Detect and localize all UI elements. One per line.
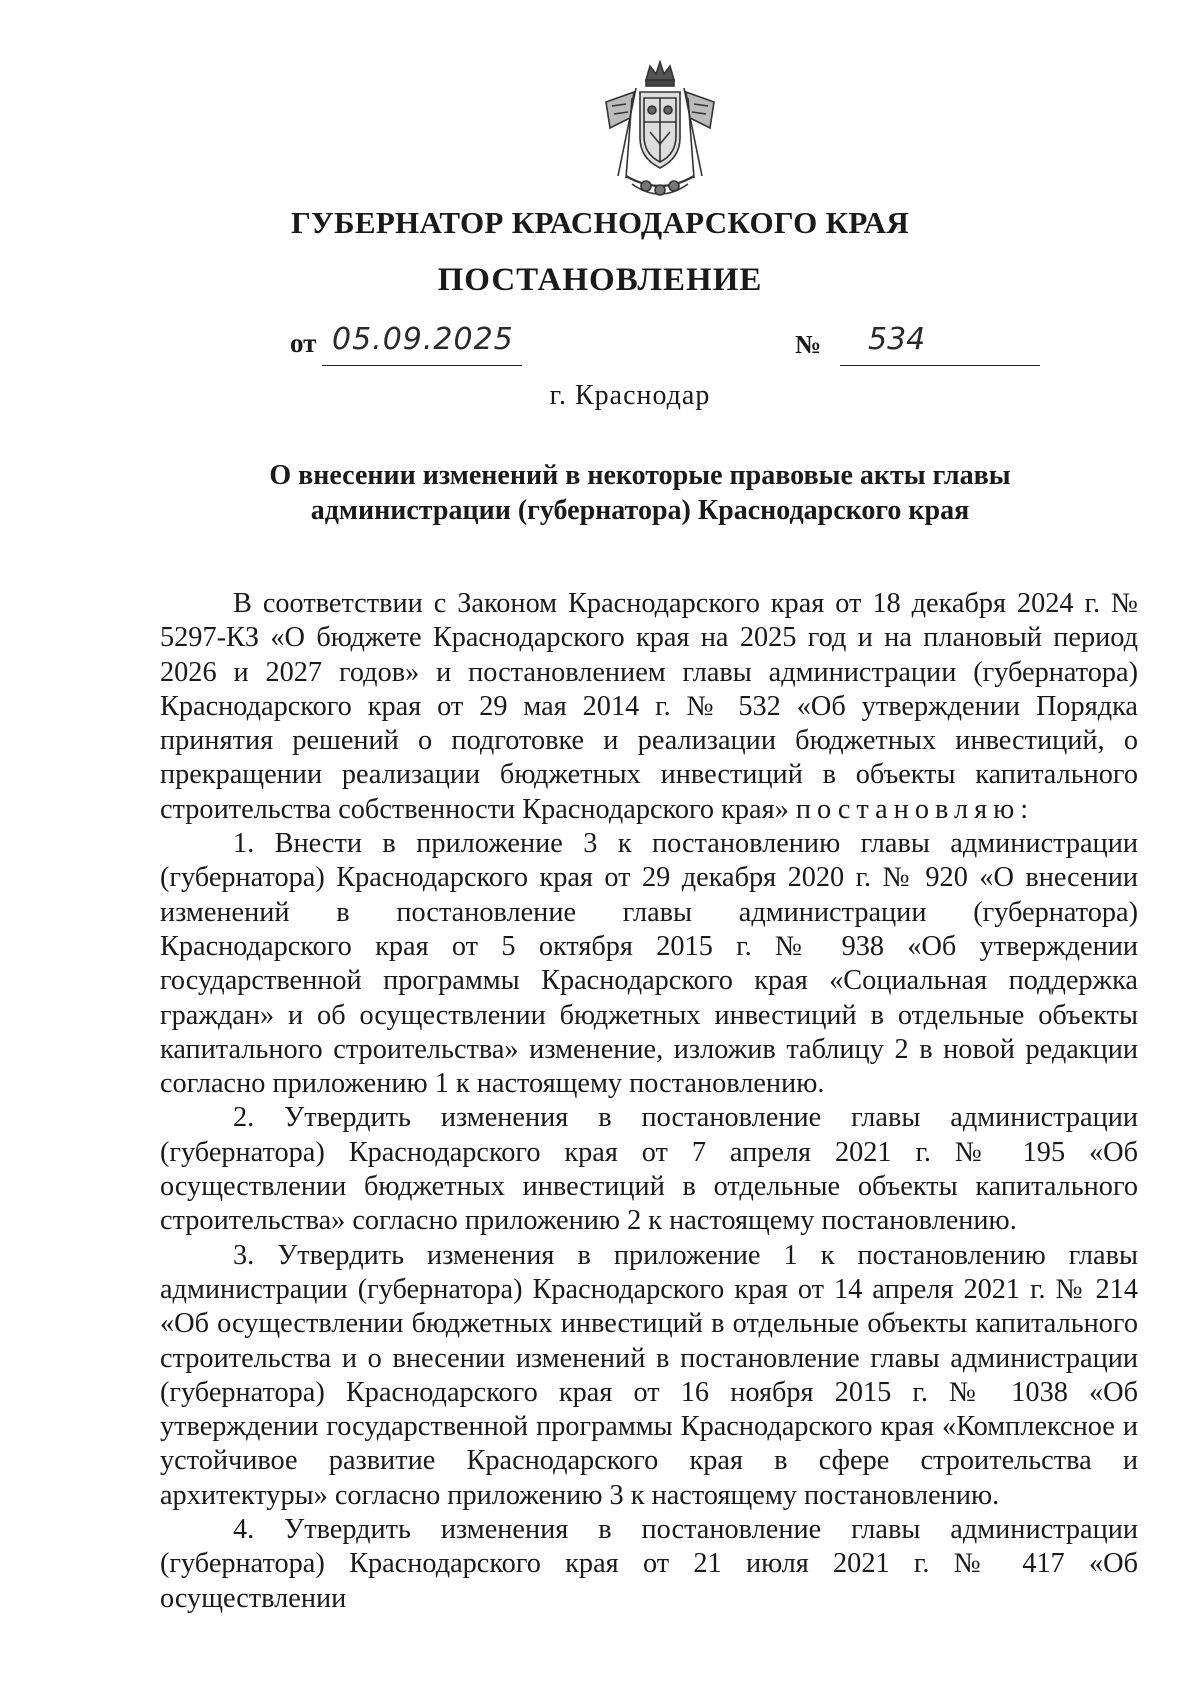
- krasnodar-coat-of-arms-icon: [596, 58, 724, 208]
- item-1: 1. Внести в приложение 3 к постановлению главы администрации (губернатора) Краснодарского края от 29 декабря 2020 г. № 920 «О внесении изменений в постановление главы администрации (губернатора) Краснодарского края от 5 октября 2015 г. № 938 «Об утверждении государственной программы Краснодарского края «Социальная поддержка граждан» и об осуществлении бюджетных инвестиций в отдельные объекты капитального строительства» изменение, изложив таблицу 2 в новой редакции согласно приложению 1 к настоящему постановлению.: [160, 828, 1138, 1100]
- date-underline: [322, 365, 522, 366]
- date-prefix: от: [290, 328, 317, 358]
- city-name: г. Краснодар: [549, 380, 711, 411]
- document-body: [160, 587, 1138, 1616]
- item-2: 2. Утвердить изменения в постановление главы администрации (губернатора) Краснодарского края от 7 апреля 2021 г. № 195 «Об осуществлении бюджетных инвестиций в отдельные объекты капитального строительства» согласно приложению 2 к настоящему постановлению.: [160, 1102, 1138, 1237]
- subject-line-1: О внесении изменений в некоторые правовые акты главы: [269, 460, 1011, 491]
- date-value: 05.09.2025: [332, 322, 514, 357]
- preamble-paragraph: [160, 587, 1138, 827]
- document-type-title: ПОСТАНОВЛЕНИЕ: [437, 262, 763, 298]
- decree-word: постановляю:: [795, 793, 1035, 825]
- preamble-text: В соответствии с Законом Краснодарского края от 18 декабря 2024 г. № 5297-КЗ «О бюджете Краснодарского края на 2025 год и на плановый период 2026 и 2027 годов» и постановлением главы администрации (губернатора) Краснодарского края от 29 мая 2014 г. № 532 «Об утверждении Порядка принятия решений о подготовке и реализации бюджетных инвестиций, о прекращении реализации бюджетных инвестиций в объекты капитального строительства собственности Краснодарского края»: [160, 588, 1138, 825]
- item-4: 4. Утвердить изменения в постановление главы администрации (губернатора) Краснодарского края от 21 июля 2021 г. № 417 «Об осуществлении: [160, 1514, 1138, 1614]
- item-3: 3. Утвердить изменения в приложение 1 к постановлению главы администрации (губернатора) Краснодарского края от 14 апреля 2021 г. № 214 «Об осуществлении бюджетных инвестиций в отдельные объекты капитального строительства и о внесении изменений в постановление главы администрации (губернатора) Краснодарского края от 16 ноября 2015 г. № 1038 «Об утверждении государственной программы Краснодарского края «Комплексное и устойчивое развитие Краснодарского края в сфере строительства и архитектуры» согласно приложению 3 к настоящему постановлению.: [160, 1239, 1138, 1511]
- document-subject: [240, 458, 1040, 528]
- number-value: 534: [868, 322, 926, 357]
- subject-line-2: администрации (губернатора) Краснодарского края: [310, 495, 970, 526]
- number-underline: [840, 365, 1040, 366]
- issuer-title: ГУБЕРНАТОР КРАСНОДАРСКОГО КРАЯ: [290, 205, 910, 240]
- number-prefix: №: [795, 330, 822, 359]
